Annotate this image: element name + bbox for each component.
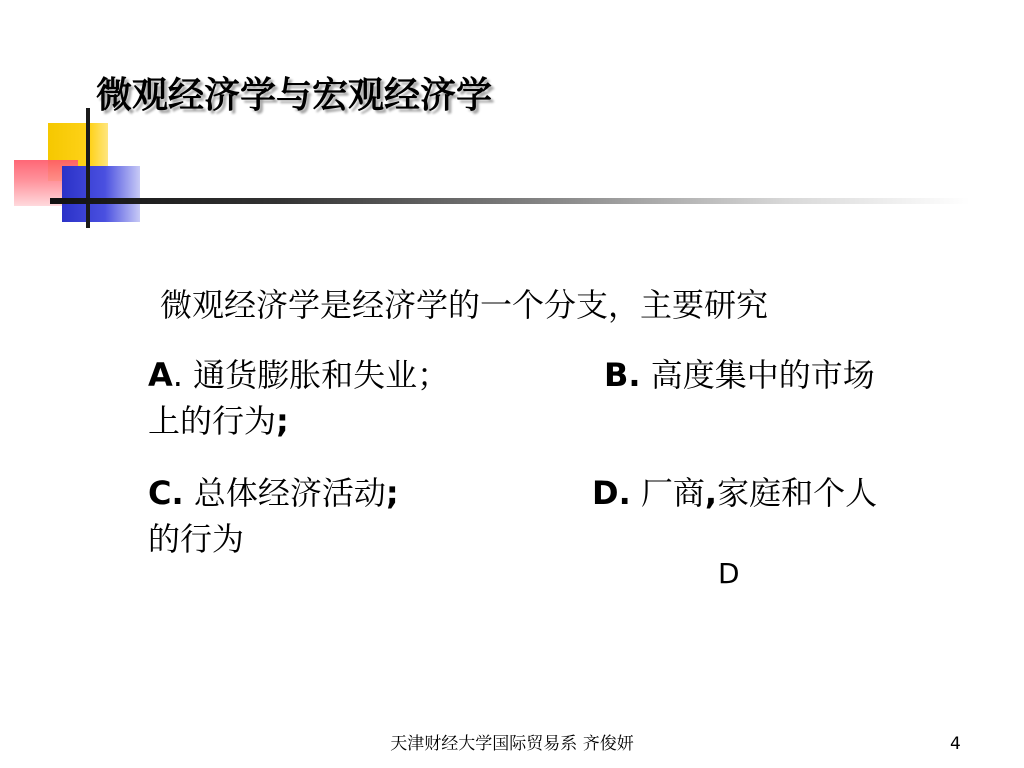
option-c-letter: C. bbox=[148, 474, 184, 512]
option-b-cont-text: 上的行为 bbox=[148, 402, 277, 440]
option-d-letter: D. bbox=[592, 474, 631, 512]
option-b-text: 高度集中的市场 bbox=[640, 356, 875, 394]
option-a-letter: A bbox=[148, 356, 173, 394]
option-b-continuation bbox=[148, 398, 289, 444]
option-d bbox=[592, 470, 877, 516]
option-b-cont-punct: ; bbox=[276, 402, 289, 440]
option-b bbox=[604, 352, 875, 398]
option-a-text: . 通货膨胀和失业； bbox=[172, 356, 450, 394]
option-d-text2: 家庭和个人 bbox=[717, 474, 878, 512]
option-c bbox=[148, 470, 399, 516]
decorative-horizontal-rule bbox=[50, 198, 970, 204]
option-d-continuation bbox=[148, 516, 244, 562]
question-text: 微观经济学是经济学的一个分支，主要研究 bbox=[160, 286, 769, 324]
decorative-blue-square bbox=[62, 166, 140, 222]
option-a bbox=[148, 352, 449, 398]
option-d-cont-text: 的行为 bbox=[148, 520, 245, 558]
page-number: 4 bbox=[950, 734, 961, 754]
option-c-punct: ; bbox=[385, 474, 399, 512]
option-b-letter: B. bbox=[604, 356, 641, 394]
slide-title: 微观经济学与宏观经济学 bbox=[96, 75, 493, 116]
decorative-vertical-line bbox=[86, 108, 90, 228]
option-d-text: 厂商 bbox=[630, 474, 705, 512]
footer-text: 天津财经大学国际贸易系 齐俊妍 bbox=[390, 734, 634, 754]
option-c-text: 总体经济活动 bbox=[183, 474, 386, 512]
option-d-comma: , bbox=[704, 474, 718, 512]
answer-text: D bbox=[718, 557, 740, 590]
